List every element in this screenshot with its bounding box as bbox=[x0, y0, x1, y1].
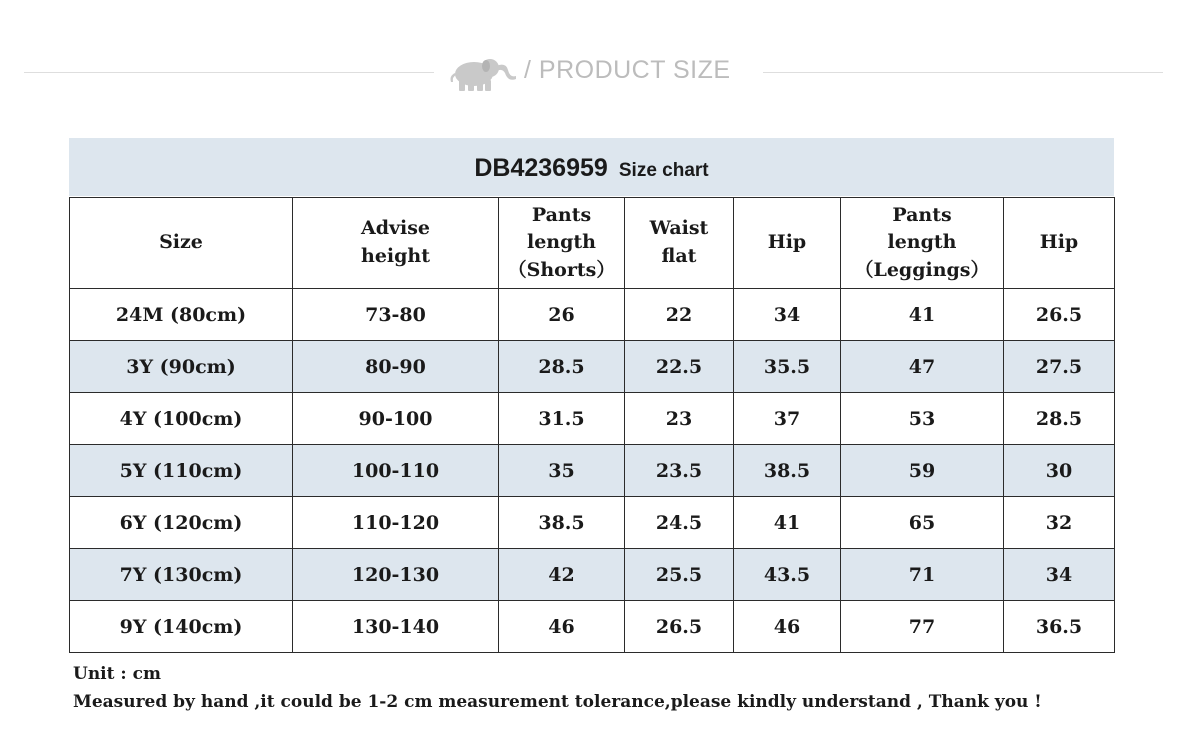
measurement-note: Measured by hand ,it could be 1-2 cm measurement tolerance,please kindly understand , Thank you ! bbox=[73, 692, 1042, 712]
measurement-cell: 110-120 bbox=[293, 497, 499, 549]
measurement-cell: 71 bbox=[841, 549, 1004, 601]
measurement-cell: 26.5 bbox=[625, 601, 734, 653]
measurement-cell: 25.5 bbox=[625, 549, 734, 601]
unit-note: Unit : cm bbox=[73, 664, 161, 684]
measurement-cell: 41 bbox=[841, 289, 1004, 341]
measurement-cell: 130-140 bbox=[293, 601, 499, 653]
measurement-cell: 53 bbox=[841, 393, 1004, 445]
size-cell: 3Y (90cm) bbox=[70, 341, 293, 393]
elephant-icon bbox=[446, 54, 518, 92]
measurement-cell: 46 bbox=[499, 601, 625, 653]
measurement-cell: 26.5 bbox=[1004, 289, 1115, 341]
table-header-row bbox=[70, 198, 1115, 289]
measurement-cell: 32 bbox=[1004, 497, 1115, 549]
table-row bbox=[70, 549, 1115, 601]
measurement-cell: 23 bbox=[625, 393, 734, 445]
measurement-cell: 59 bbox=[841, 445, 1004, 497]
column-header bbox=[841, 198, 1004, 289]
column-header-line: Hip bbox=[767, 231, 807, 254]
column-header-line: Advise bbox=[360, 217, 431, 240]
column-header bbox=[625, 198, 734, 289]
measurement-cell: 47 bbox=[841, 341, 1004, 393]
header-divider-right bbox=[763, 72, 1163, 73]
measurement-cell: 26 bbox=[499, 289, 625, 341]
table-body bbox=[70, 289, 1115, 653]
size-cell: 9Y (140cm) bbox=[70, 601, 293, 653]
size-cell: 24M (80cm) bbox=[70, 289, 293, 341]
measurement-cell: 43.5 bbox=[734, 549, 841, 601]
measurement-cell: 77 bbox=[841, 601, 1004, 653]
column-header-line: Pants bbox=[531, 203, 592, 226]
measurement-cell: 22.5 bbox=[625, 341, 734, 393]
measurement-cell: 80-90 bbox=[293, 341, 499, 393]
product-code: DB4236959 bbox=[474, 154, 608, 182]
measurement-cell: 35.5 bbox=[734, 341, 841, 393]
size-chart-banner bbox=[69, 138, 1114, 196]
measurement-cell: 90-100 bbox=[293, 393, 499, 445]
column-header bbox=[734, 198, 841, 289]
measurement-cell: 34 bbox=[1004, 549, 1115, 601]
size-cell: 5Y (110cm) bbox=[70, 445, 293, 497]
size-table bbox=[69, 197, 1115, 653]
measurement-cell: 28.5 bbox=[499, 341, 625, 393]
column-header bbox=[1004, 198, 1115, 289]
size-cell: 7Y (130cm) bbox=[70, 549, 293, 601]
column-header-line: Pants bbox=[892, 203, 952, 226]
measurement-cell: 35 bbox=[499, 445, 625, 497]
table-row bbox=[70, 601, 1115, 653]
column-header bbox=[499, 198, 625, 289]
column-header-line: Size bbox=[159, 231, 203, 254]
column-header-line: length bbox=[887, 231, 957, 254]
measurement-cell: 100-110 bbox=[293, 445, 499, 497]
measurement-cell: 28.5 bbox=[1004, 393, 1115, 445]
section-title: / PRODUCT SIZE bbox=[524, 56, 731, 84]
column-header-line: length bbox=[527, 231, 596, 254]
measurement-cell: 30 bbox=[1004, 445, 1115, 497]
column-header bbox=[70, 198, 293, 289]
measurement-cell: 37 bbox=[734, 393, 841, 445]
size-cell: 6Y (120cm) bbox=[70, 497, 293, 549]
measurement-cell: 24.5 bbox=[625, 497, 734, 549]
header-divider-left bbox=[24, 72, 434, 73]
column-header-line: （Shorts） bbox=[507, 258, 616, 281]
column-header-line: height bbox=[361, 245, 430, 267]
table-row bbox=[70, 289, 1115, 341]
measurement-cell: 27.5 bbox=[1004, 341, 1115, 393]
size-cell: 4Y (100cm) bbox=[70, 393, 293, 445]
table-row bbox=[70, 445, 1115, 497]
table-row bbox=[70, 393, 1115, 445]
measurement-cell: 41 bbox=[734, 497, 841, 549]
measurement-cell: 42 bbox=[499, 549, 625, 601]
measurement-cell: 73-80 bbox=[293, 289, 499, 341]
table-row bbox=[70, 497, 1115, 549]
column-header-line: （Leggings） bbox=[854, 258, 990, 281]
measurement-cell: 46 bbox=[734, 601, 841, 653]
size-chart-label: Size chart bbox=[618, 160, 709, 181]
measurement-cell: 120-130 bbox=[293, 549, 499, 601]
measurement-cell: 31.5 bbox=[499, 393, 625, 445]
column-header-line: Waist bbox=[649, 217, 709, 240]
measurement-cell: 34 bbox=[734, 289, 841, 341]
measurement-cell: 23.5 bbox=[625, 445, 734, 497]
table-row bbox=[70, 341, 1115, 393]
column-header-line: flat bbox=[661, 245, 697, 267]
measurement-cell: 38.5 bbox=[499, 497, 625, 549]
measurement-cell: 36.5 bbox=[1004, 601, 1115, 653]
column-header bbox=[293, 198, 499, 289]
measurement-cell: 22 bbox=[625, 289, 734, 341]
column-header-line: Hip bbox=[1039, 231, 1079, 254]
measurement-cell: 38.5 bbox=[734, 445, 841, 497]
measurement-cell: 65 bbox=[841, 497, 1004, 549]
